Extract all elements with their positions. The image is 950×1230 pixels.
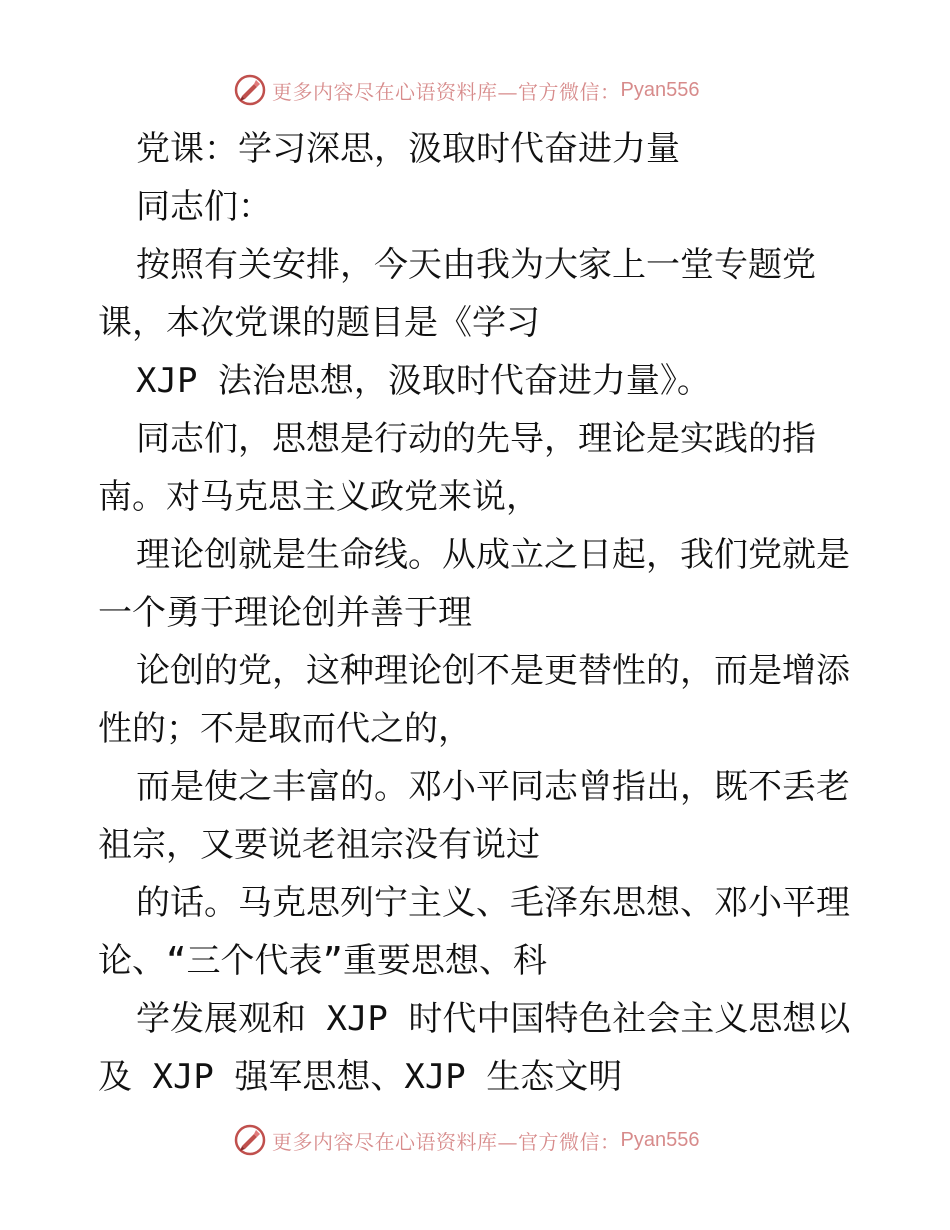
body-line: 南。对马克思主义政党来说， — [98, 477, 540, 517]
body-line: 及 XJP 强军思想、XJP 生态文明 — [98, 1057, 623, 1097]
body-line: XJP 法治思想，汲取时代奋进力量》。 — [136, 361, 711, 401]
body-line: 理论创就是生命线。从成立之日起，我们党就是 — [136, 535, 850, 575]
watermark-wechat-id: Pyan556 — [620, 1128, 700, 1151]
body-line: 而是使之丰富的。邓小平同志曾指出，既不丢老 — [136, 767, 850, 807]
body-line: 同志们，思想是行动的先导，理论是实践的指 — [136, 419, 816, 459]
watermark-wechat-id: Pyan556 — [620, 78, 700, 101]
body-line: 学发展观和 XJP 时代中国特色社会主义思想以 — [136, 999, 851, 1039]
body-line: 祖宗，又要说老祖宗没有说过 — [98, 825, 540, 865]
body-line: 性的；不是取而代之的， — [98, 709, 472, 749]
body-line: 按照有关安排，今天由我为大家上一堂专题党 — [136, 245, 816, 285]
body-line: 的话。马克思列宁主义、毛泽东思想、邓小平理 — [136, 883, 850, 923]
document-title: 党课：学习深思，汲取时代奋进力量 — [136, 129, 680, 169]
document-body — [98, 120, 858, 1106]
pen-logo-icon — [234, 74, 266, 106]
salutation: 同志们： — [136, 187, 272, 227]
watermark-footer — [234, 1123, 699, 1157]
body-line: 一个勇于理论创并善于理 — [98, 593, 472, 633]
body-line: 论创的党，这种理论创不是更替性的，而是增添 — [136, 651, 850, 691]
watermark-header — [234, 73, 699, 107]
watermark-text: 更多内容尽在心语资料库—官方微信： — [272, 79, 621, 104]
body-line: 论、“三个代表”重要思想、科 — [98, 941, 547, 981]
pen-logo-icon — [234, 1124, 266, 1156]
watermark-text: 更多内容尽在心语资料库—官方微信： — [272, 1129, 621, 1154]
body-line: 课，本次党课的题目是《学习 — [98, 303, 540, 343]
